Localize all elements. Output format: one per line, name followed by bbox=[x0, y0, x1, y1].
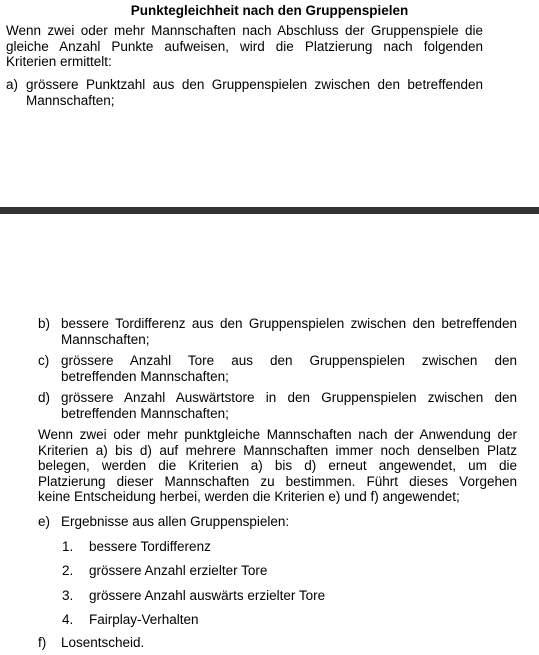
subitem-4-number: 4. bbox=[62, 612, 74, 627]
subitem-1-number: 1. bbox=[62, 539, 74, 554]
item-b-label: b) bbox=[38, 316, 51, 331]
subitem-3-text: grössere Anzahl auswärts erzielter Tore bbox=[89, 588, 326, 603]
item-e-label: e) bbox=[38, 514, 51, 529]
intro-line-2: gleiche Anzahl Punkte aufweisen, wird die Platzierung nach folgenden bbox=[6, 38, 483, 54]
para2-line-1: Wenn zwei oder mehr punktgleiche Mannschaften nach der Anwendung der bbox=[38, 427, 517, 442]
item-c-line-2: betreffenden Mannschaften; bbox=[61, 368, 229, 384]
item-a-line-2: Mannschaften; bbox=[26, 92, 115, 108]
subitem-3-number: 3. bbox=[62, 588, 74, 603]
item-f-text: Losentscheid. bbox=[61, 635, 145, 650]
para2-line-3: belegen, werden die Kriterien a) bis d) erneut angewendet, um die bbox=[38, 458, 517, 473]
para2-line-2: Kriterien a) bis d) auf mehrere Mannschaften immer noch denselben Platz bbox=[38, 442, 517, 458]
subitem-4-text: Fairplay-Verhalten bbox=[89, 612, 199, 627]
para2-line-5: keine Entscheidung herbei, werden die Kriterien e) und f) angewendet; bbox=[38, 489, 460, 504]
item-b-line-1: bessere Tordifferenz aus den Gruppenspielen zwischen den betreffenden bbox=[61, 316, 517, 331]
subitem-2-number: 2. bbox=[62, 563, 74, 578]
item-d-line-2: betreffenden Mannschaften; bbox=[61, 405, 229, 421]
subitem-1-text: bessere Tordifferenz bbox=[89, 539, 211, 554]
item-b-line-2: Mannschaften; bbox=[61, 331, 150, 347]
item-c-line-1: grössere Anzahl Tore aus den Gruppenspielen zwischen den bbox=[61, 353, 517, 368]
intro-line-1: Wenn zwei oder mehr Mannschaften nach Abschluss der Gruppenspiele die bbox=[6, 23, 483, 38]
item-a-label: a) bbox=[6, 77, 19, 92]
item-e-text: Ergebnisse aus allen Gruppenspielen: bbox=[61, 514, 290, 529]
intro-line-3: Kriterien ermittelt: bbox=[6, 54, 112, 69]
para2-line-4: Platzierung dieser Mannschaften zu bestimmen. Führt dieses Vorgehen bbox=[38, 473, 517, 489]
page-divider bbox=[0, 207, 539, 214]
section-title: Punktegleichheit nach den Gruppenspielen bbox=[130, 3, 409, 18]
item-d-label: d) bbox=[38, 390, 51, 405]
item-a-line-1: grössere Punktzahl aus den Gruppenspielen zwischen den betreffenden bbox=[26, 77, 483, 92]
item-f-label: f) bbox=[38, 635, 47, 650]
item-c-label: c) bbox=[38, 353, 50, 368]
subitem-2-text: grössere Anzahl erzielter Tore bbox=[89, 563, 268, 578]
item-d-line-1: grössere Anzahl Auswärtstore in den Gruppenspielen zwischen den bbox=[61, 390, 517, 405]
